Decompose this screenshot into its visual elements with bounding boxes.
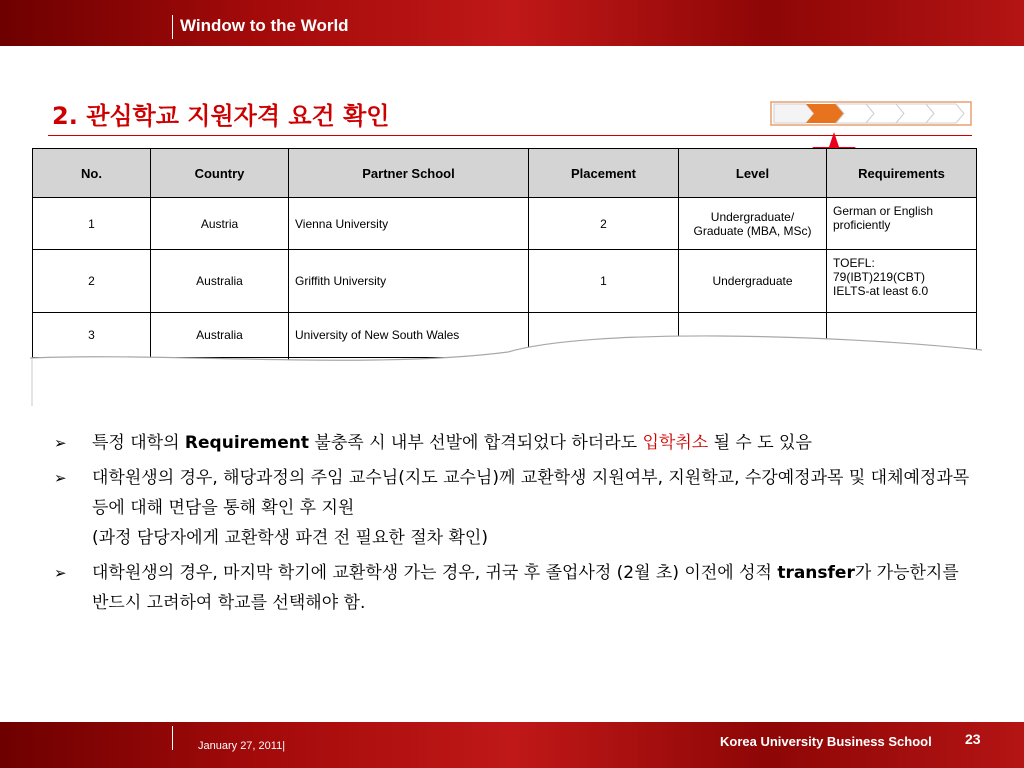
cell-school: University of New South Wales: [289, 313, 529, 358]
bullet-text-segment: 불충족 시 내부 선발에 합격되었다 하더라도: [309, 433, 643, 453]
bullet-arrow-icon: ➢: [54, 564, 67, 582]
header-requirements: Requirements: [827, 149, 977, 198]
cell-no: 3: [33, 313, 151, 358]
progress-chevrons: [770, 101, 972, 126]
heading-number: 2.: [52, 102, 78, 130]
bullet-text: [92, 558, 974, 618]
cell-school: Griffith University: [289, 250, 529, 313]
cell-country: Australia: [151, 250, 289, 313]
header-country: Country: [151, 149, 289, 198]
cell-school: Vienna University: [289, 198, 529, 250]
bottom-banner: [0, 722, 1024, 768]
table-row: [33, 198, 977, 250]
bullet-text-segment: 특정 대학의: [92, 433, 185, 453]
footer-date: January 27, 2011|: [198, 740, 286, 752]
table-header-row: [33, 149, 977, 198]
cell-level: [679, 198, 827, 250]
bullet-item: [54, 558, 974, 618]
cell-requirements: [827, 250, 977, 313]
top-banner: [0, 0, 1024, 46]
banner-title: Window to the World: [180, 16, 349, 35]
bullet-text-segment: 대학원생의 경우, 해당과정의 주임 교수님(지도 교수님)께 교환학생 지원여부, 지원학교, 수강예정과목 및 대체예정과목 등에 대해 면담을 통해 확인 후 지원: [92, 468, 970, 518]
header-no: No.: [33, 149, 151, 198]
progress-step-1: [774, 104, 814, 123]
cell-country: Austria: [151, 198, 289, 250]
bullet-text: [92, 463, 974, 553]
banner-separator: [172, 15, 173, 39]
bullet-text-segment: 될 수 도 있음: [708, 433, 812, 453]
cell-placement: 1: [529, 250, 679, 313]
requirement-line: 79(IBT)219(CBT): [833, 270, 926, 284]
bullet-emphasis: transfer: [777, 563, 855, 583]
bullet-text-segment: 대학원생의 경우, 마지막 학기에 교환학생 가는 경우, 귀국 후 졸업사정 (2월 초) 이전에 성적: [92, 563, 778, 583]
torn-edge-shape: [30, 330, 982, 410]
cell-level: Undergraduate: [679, 250, 827, 313]
bullet-text-segment: (과정 담당자에게 교환학생 파견 전 필요한 절차 확인): [92, 528, 488, 548]
bullet-item: [54, 463, 974, 553]
cell-placement: 2: [529, 198, 679, 250]
bullet-highlight: 입학취소: [642, 433, 709, 453]
footer-separator: [172, 726, 173, 750]
bullet-arrow-icon: ➢: [54, 434, 67, 452]
level-line: Graduate (MBA, MSc): [693, 223, 812, 238]
table-row: [33, 250, 977, 313]
requirement-line: IELTS-at least 6.0: [833, 284, 929, 298]
header-placement: Placement: [529, 149, 679, 198]
bullet-emphasis: Requirement: [184, 433, 310, 453]
requirement-line: TOEFL:: [833, 256, 875, 270]
footer-school-name: Korea University Business School: [720, 734, 932, 749]
requirement-line: proficiently: [833, 218, 891, 232]
cell-no: 1: [33, 198, 151, 250]
level-line: Undergraduate/: [710, 209, 795, 224]
requirement-line: German or English: [833, 204, 934, 218]
bullet-item: [54, 428, 974, 458]
cell-requirements: [827, 198, 977, 250]
header-partner-school: Partner School: [289, 149, 529, 198]
bullet-arrow-icon: ➢: [54, 469, 67, 487]
cell-country: Australia: [151, 313, 289, 358]
heading-text: 관심학교 지원자격 요건 확인: [86, 102, 390, 130]
page-number: 23: [965, 731, 981, 747]
bullet-text: [92, 428, 974, 458]
slide-heading: [52, 96, 389, 131]
bullet-list: [54, 428, 974, 623]
cell-no: 2: [33, 250, 151, 313]
header-level: Level: [679, 149, 827, 198]
bullet-text-segment: 가 가능한지를 반드시 고려하여 학교를 선택해야 함.: [92, 563, 959, 613]
